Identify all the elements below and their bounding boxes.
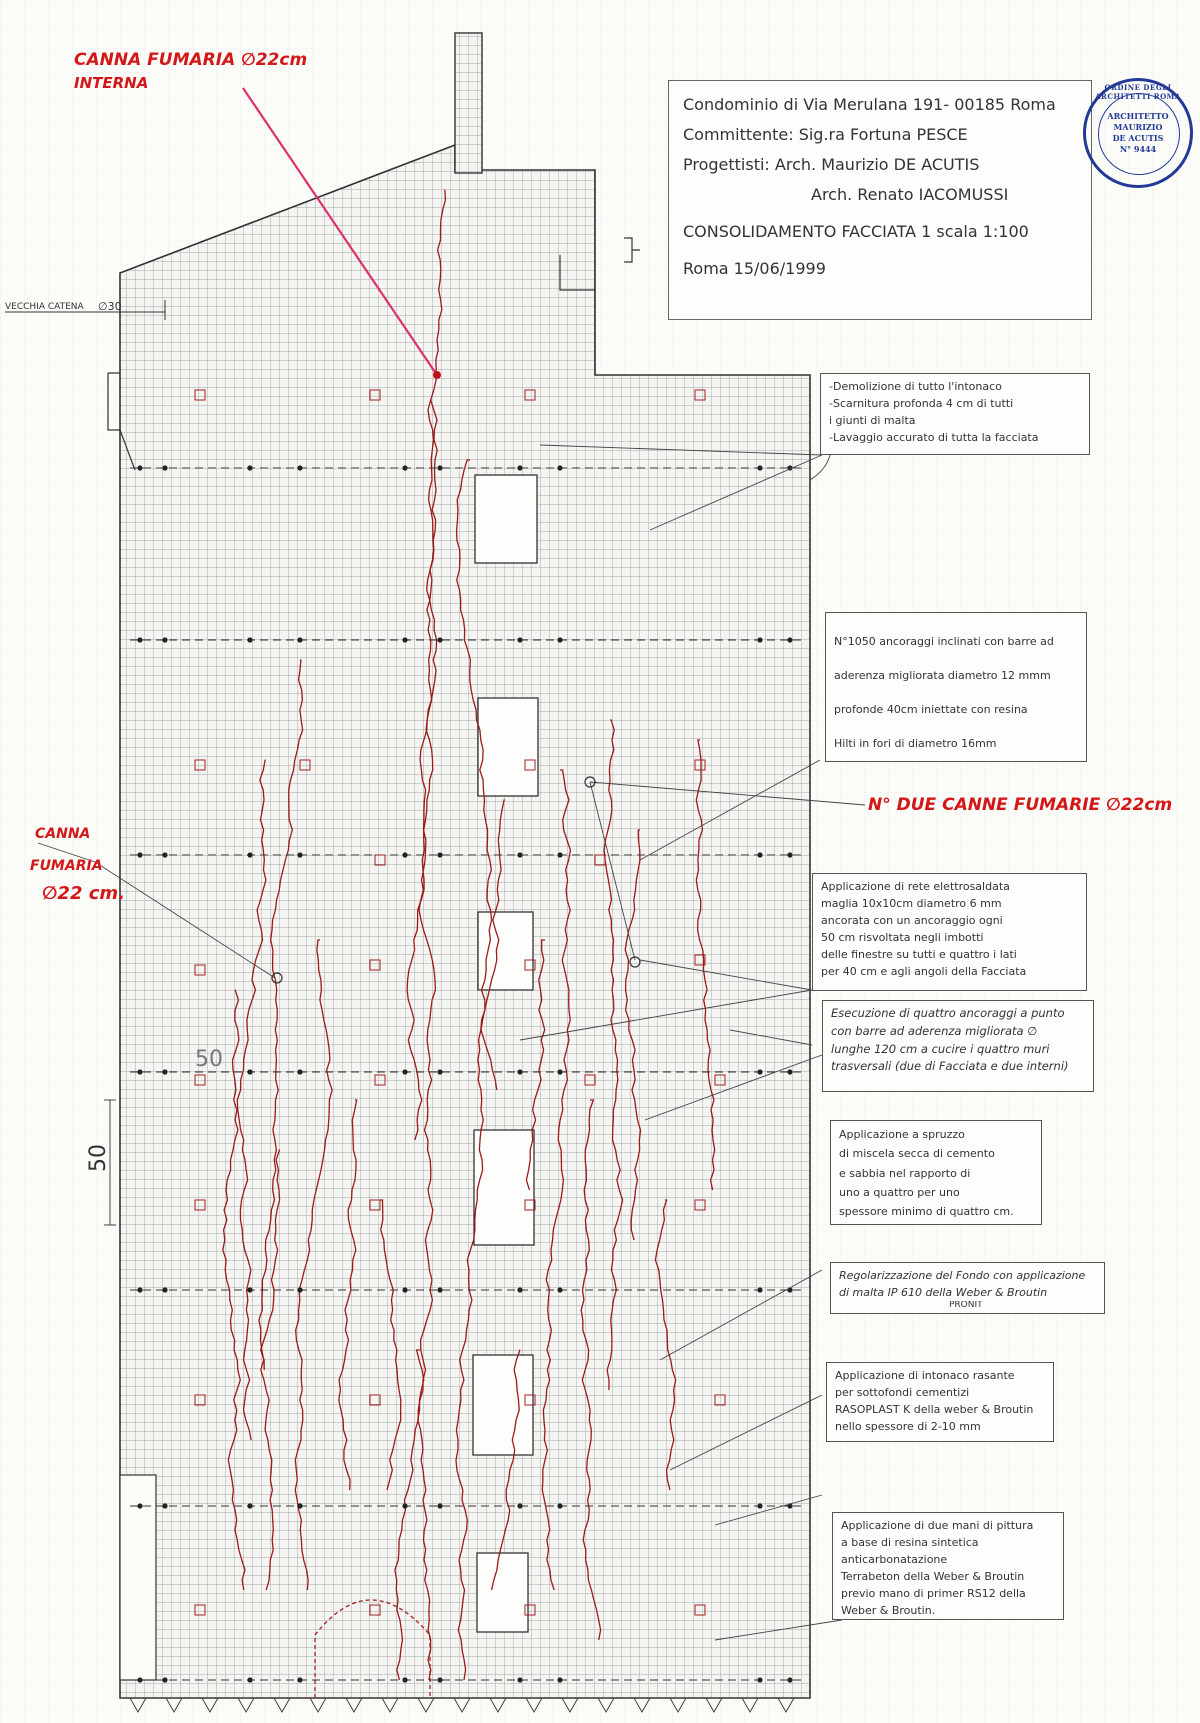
- dimension-50-left: 50: [86, 1144, 111, 1172]
- anchor-point: [402, 852, 407, 857]
- note-line: Hilti in fori di diametro 16mm: [834, 737, 997, 750]
- anchor-point: [557, 465, 562, 470]
- anchor-point: [297, 637, 302, 642]
- anchor-point: [557, 852, 562, 857]
- old-tie-diameter: ∅30: [98, 300, 122, 313]
- dimension-50-mid: 50: [195, 1047, 223, 1072]
- anchor-point: [137, 1287, 142, 1292]
- anchor-point: [402, 1503, 407, 1508]
- left-flue-note-1: CANNA: [35, 826, 91, 842]
- anchor-point: [787, 1677, 792, 1682]
- note-line: a base di resina sintetica: [841, 1536, 979, 1550]
- old-tie-label: VECCHIA CATENA: [5, 302, 84, 312]
- anchor-point: [297, 465, 302, 470]
- anchor-point: [247, 465, 252, 470]
- anchor-point: [297, 1503, 302, 1508]
- anchor-point: [297, 1677, 302, 1682]
- note-line: per sottofondi cementizi: [835, 1386, 970, 1400]
- note-line: Applicazione a spruzzo: [839, 1128, 965, 1141]
- anchor-point: [162, 465, 167, 470]
- anchor-point: [137, 465, 142, 470]
- anchor-point: [517, 1677, 522, 1682]
- note-line: Applicazione di intonaco rasante: [835, 1369, 1015, 1382]
- anchor-point: [137, 1503, 142, 1508]
- note-mesh: [812, 873, 1087, 991]
- note-anchors: [825, 612, 1087, 762]
- anchor-point: [757, 465, 762, 470]
- anchor-point: [517, 637, 522, 642]
- designer-2: Arch. Renato IACOMUSSI: [811, 185, 1009, 204]
- anchor-point: [557, 1069, 562, 1074]
- anchor-point: [757, 852, 762, 857]
- note-line: con barre ad aderenza migliorata ∅: [831, 1023, 1038, 1038]
- anchor-point: [162, 637, 167, 642]
- stamp-line-1: ARCHITETTO: [1107, 111, 1169, 121]
- left-flue-note-3: ∅22 cm.: [42, 883, 125, 904]
- anchor-point: [137, 637, 142, 642]
- note-line: Terrabeton della Weber & Broutin: [841, 1570, 1025, 1584]
- note-line: ancorata con un ancoraggio ogni: [821, 914, 1003, 928]
- note-line: Esecuzione di quattro ancoraggi a punto: [831, 1006, 1065, 1020]
- anchor-point: [297, 1069, 302, 1074]
- anchor-point: [162, 1503, 167, 1508]
- anchor-point: [247, 637, 252, 642]
- anchor-point: [517, 852, 522, 857]
- note-line: Applicazione di rete elettrosaldata: [821, 880, 1010, 893]
- anchor-point: [787, 637, 792, 642]
- drawing-title: CONSOLIDAMENTO FACCIATA 1 scala 1:100: [683, 222, 1029, 241]
- anchor-point: [757, 1503, 762, 1508]
- anchor-point: [247, 1287, 252, 1292]
- anchor-point: [557, 637, 562, 642]
- stamp-line-4: N° 9444: [1119, 144, 1157, 154]
- anchor-point: [437, 1503, 442, 1508]
- note-paint: [832, 1512, 1064, 1620]
- note-line: di miscela secca di cemento: [839, 1147, 995, 1161]
- chimney-note-line-2: INTERNA: [74, 74, 149, 92]
- note-line: 50 cm risvoltata negli imbotti: [821, 931, 984, 945]
- note-line: nello spessore di 2-10 mm: [835, 1420, 981, 1434]
- anchor-point: [517, 465, 522, 470]
- note-line: Weber & Broutin.: [841, 1604, 936, 1618]
- note-line: aderenza migliorata diametro 12 mmm: [834, 669, 1051, 682]
- anchor-point: [297, 852, 302, 857]
- anchor-point: [437, 637, 442, 642]
- anchor-point: [137, 852, 142, 857]
- anchor-point: [557, 1503, 562, 1508]
- note-line: -Scarnitura profonda 4 cm di tutti: [829, 397, 1014, 411]
- note-line: PRONIT: [949, 1301, 983, 1311]
- chimney-note-line-1: CANNA FUMARIA ∅22cm: [74, 50, 308, 70]
- anchor-point: [247, 1677, 252, 1682]
- anchor-point: [402, 1677, 407, 1682]
- note-line: e sabbia nel rapporto di: [839, 1166, 971, 1180]
- project-address: Condominio di Via Merulana 191- 00185 Roma: [683, 95, 1056, 114]
- anchor-point: [247, 1503, 252, 1508]
- note-line: Applicazione di due mani di pittura: [841, 1519, 1034, 1532]
- note-render: [826, 1362, 1054, 1442]
- note-line: RASOPLAST K della weber & Broutin: [835, 1403, 1034, 1417]
- note-levelling: [830, 1262, 1105, 1314]
- anchor-point: [137, 1069, 142, 1074]
- designer-1: Progettisti: Arch. Maurizio DE ACUTIS: [683, 155, 980, 174]
- note-line: profonde 40cm iniettate con resina: [834, 703, 1028, 716]
- note-line: di malta IP 610 della Weber & Broutin: [839, 1286, 1048, 1300]
- note-line: uno a quattro per uno: [839, 1185, 960, 1199]
- anchor-point: [162, 1069, 167, 1074]
- anchor-point: [557, 1287, 562, 1292]
- anchor-point: [757, 1677, 762, 1682]
- anchor-point: [757, 1287, 762, 1292]
- note-line: lunghe 120 cm a cucire i quattro muri: [831, 1041, 1050, 1056]
- architect-stamp: [1083, 78, 1193, 188]
- right-flue-note: N° DUE CANNE FUMARIE ∅22cm: [868, 795, 1173, 815]
- note-line: previo mano di primer RS12 della: [841, 1587, 1026, 1601]
- left-flue-note-2: FUMARIA: [30, 858, 103, 874]
- anchor-point: [787, 852, 792, 857]
- anchor-point: [437, 1069, 442, 1074]
- anchor-point: [162, 852, 167, 857]
- anchor-point: [437, 465, 442, 470]
- note-line: -Lavaggio accurato di tutta la facciata: [829, 431, 1039, 445]
- anchor-point: [557, 1677, 562, 1682]
- stamp-line-3: DE ACUTIS: [1112, 133, 1164, 143]
- note-line: spessore minimo di quattro cm.: [839, 1205, 1014, 1218]
- chimney: [455, 33, 482, 173]
- anchor-point: [402, 465, 407, 470]
- note-line: delle finestre su tutti e quattro i lati: [821, 948, 1017, 962]
- note-line: -Demolizione di tutto l'intonaco: [829, 380, 1002, 393]
- anchor-point: [757, 637, 762, 642]
- anchor-point: [437, 1677, 442, 1682]
- facade-outline: [120, 145, 810, 1698]
- anchor-point: [247, 852, 252, 857]
- anchor-point: [517, 1287, 522, 1292]
- note-point-anchors: [822, 1000, 1094, 1092]
- anchor-point: [517, 1069, 522, 1074]
- stamp-line-2: MAURIZIO: [1113, 122, 1163, 132]
- anchor-point: [247, 1069, 252, 1074]
- anchor-point: [437, 1287, 442, 1292]
- stamp-ring-text: ORDINE DEGLI ARCHITETTI ROMA: [1095, 83, 1181, 101]
- note-spray: [830, 1120, 1042, 1225]
- note-demolition: [820, 373, 1090, 455]
- title-block: [668, 80, 1092, 320]
- anchor-point: [162, 1677, 167, 1682]
- anchor-point: [297, 1287, 302, 1292]
- note-line: per 40 cm e agli angoli della Facciata: [821, 965, 1027, 979]
- note-line: Regolarizzazione del Fondo con applicazione: [839, 1269, 1086, 1282]
- anchor-point: [517, 1503, 522, 1508]
- note-line: N°1050 ancoraggi inclinati con barre ad: [834, 635, 1054, 648]
- anchor-point: [162, 1287, 167, 1292]
- note-line: anticarbonatazione: [841, 1553, 948, 1567]
- anchor-point: [402, 637, 407, 642]
- note-line: maglia 10x10cm diametro 6 mm: [821, 897, 1002, 911]
- anchor-point: [402, 1069, 407, 1074]
- anchor-point: [757, 1069, 762, 1074]
- note-line: trasversali (due di Facciata e due interni): [831, 1059, 1069, 1074]
- client: Committente: Sig.ra Fortuna PESCE: [683, 125, 968, 144]
- note-line: i giunti di malta: [829, 414, 916, 428]
- anchor-point: [437, 852, 442, 857]
- anchor-point: [402, 1287, 407, 1292]
- anchor-point: [137, 1677, 142, 1682]
- anchor-point: [787, 1069, 792, 1074]
- drawing-date: Roma 15/06/1999: [683, 259, 826, 278]
